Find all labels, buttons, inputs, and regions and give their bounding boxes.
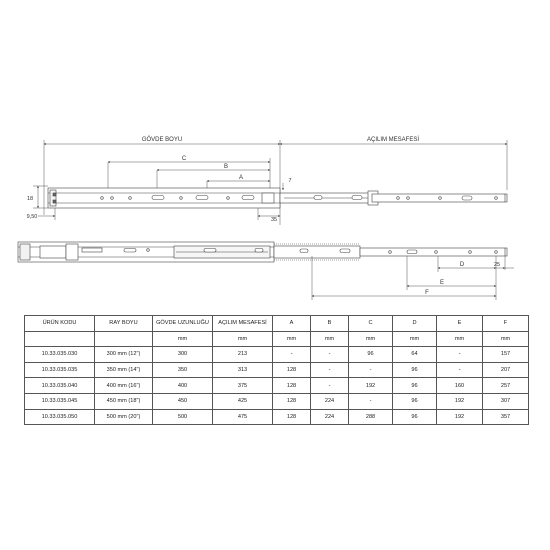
table-cell: 96 [349, 347, 393, 363]
unit-cell: mm [393, 331, 437, 347]
table-cell: 357 [483, 409, 529, 425]
table-row [25, 347, 529, 363]
header-cell: A [273, 316, 311, 332]
table-cell: 157 [483, 347, 529, 363]
table-cell: 350 mm (14") [95, 362, 153, 378]
table-cell: 288 [349, 409, 393, 425]
unit-cell: mm [483, 331, 529, 347]
table-cell: 207 [483, 362, 529, 378]
table-cell: 128 [273, 362, 311, 378]
table-cell: 213 [213, 347, 273, 363]
table-cell: 10.33.035.030 [25, 347, 95, 363]
label-body-length: GÖVDE BOYU [141, 137, 183, 143]
table-cell: - [311, 347, 349, 363]
table-cell: 96 [393, 362, 437, 378]
label-height: 18 [26, 196, 34, 202]
table-cell: 425 [213, 393, 273, 409]
table-cell: 450 [153, 393, 213, 409]
table-units-row [25, 331, 529, 347]
spec-table [24, 315, 529, 425]
table-cell: 257 [483, 378, 529, 394]
table-cell: - [311, 378, 349, 394]
table-cell: 400 mm (16") [95, 378, 153, 394]
table-cell: 450 mm (18") [95, 393, 153, 409]
unit-cell [95, 331, 153, 347]
table-cell: 128 [273, 409, 311, 425]
unit-cell: mm [437, 331, 483, 347]
table-cell: - [311, 362, 349, 378]
unit-cell [25, 331, 95, 347]
header-cell: GÖVDE UZUNLUĞU [153, 316, 213, 332]
table-cell: 192 [349, 378, 393, 394]
header-cell: ÜRÜN KODU [25, 316, 95, 332]
table-cell: 500 [153, 409, 213, 425]
label-b: B [223, 164, 229, 170]
table-cell: 10.33.035.045 [25, 393, 95, 409]
table-cell: 64 [393, 347, 437, 363]
unit-cell: mm [153, 331, 213, 347]
table-row [25, 362, 529, 378]
label-end-offset: 25 [493, 262, 501, 268]
unit-cell: mm [311, 331, 349, 347]
table-cell: 313 [213, 362, 273, 378]
table-row [25, 409, 529, 425]
header-cell: B [311, 316, 349, 332]
table-row [25, 378, 529, 394]
header-cell: D [393, 316, 437, 332]
unit-cell: mm [349, 331, 393, 347]
unit-cell: mm [273, 331, 311, 347]
table-cell: - [349, 393, 393, 409]
table-cell: 10.33.035.050 [25, 409, 95, 425]
label-right-offset: 35 [270, 217, 278, 223]
bottom-dimension-labels [425, 262, 500, 296]
label-front-offset: 7 [288, 178, 292, 184]
table-cell: 96 [393, 393, 437, 409]
table-cell: 375 [213, 378, 273, 394]
table-cell: 96 [393, 378, 437, 394]
table-cell: 475 [213, 409, 273, 425]
header-cell: E [437, 316, 483, 332]
table-cell: - [437, 347, 483, 363]
table-cell: 192 [437, 409, 483, 425]
table-row [25, 393, 529, 409]
table-cell: - [273, 347, 311, 363]
label-opening-distance: AÇILIM MESAFESİ [366, 137, 420, 143]
table-cell: 10.33.035.035 [25, 362, 95, 378]
bottom-dimensions [312, 256, 514, 300]
header-cell: RAY BOYU [95, 316, 153, 332]
table-cell: 500 mm (20") [95, 409, 153, 425]
table-cell: 300 mm (12") [95, 347, 153, 363]
label-e: E [439, 280, 445, 286]
table-cell: 350 [153, 362, 213, 378]
label-d: D [459, 262, 465, 268]
top-rail [48, 188, 507, 208]
unit-cell: mm [213, 331, 273, 347]
table-cell: 96 [393, 409, 437, 425]
table-cell: 192 [437, 393, 483, 409]
table-cell: 224 [311, 409, 349, 425]
header-cell: C [349, 316, 393, 332]
header-cell: AÇILIM MESAFESİ [213, 316, 273, 332]
table-cell: 307 [483, 393, 529, 409]
table-cell: 224 [311, 393, 349, 409]
table-header-row [25, 316, 529, 332]
table-cell: - [349, 362, 393, 378]
header-cell: F [483, 316, 529, 332]
label-left-offset: 9,50 [26, 214, 38, 220]
top-dimension-labels [27, 136, 420, 223]
top-dimensions [33, 140, 507, 225]
label-a: A [238, 175, 244, 181]
label-c: C [181, 156, 187, 162]
table-cell: 160 [437, 378, 483, 394]
label-f: F [425, 290, 429, 296]
table-cell: - [437, 362, 483, 378]
table-cell: 128 [273, 378, 311, 394]
table-cell: 10.33.035.040 [25, 378, 95, 394]
table-cell: 400 [153, 378, 213, 394]
table-cell: 128 [273, 393, 311, 409]
table-cell: 300 [153, 347, 213, 363]
bottom-rail [18, 242, 507, 262]
